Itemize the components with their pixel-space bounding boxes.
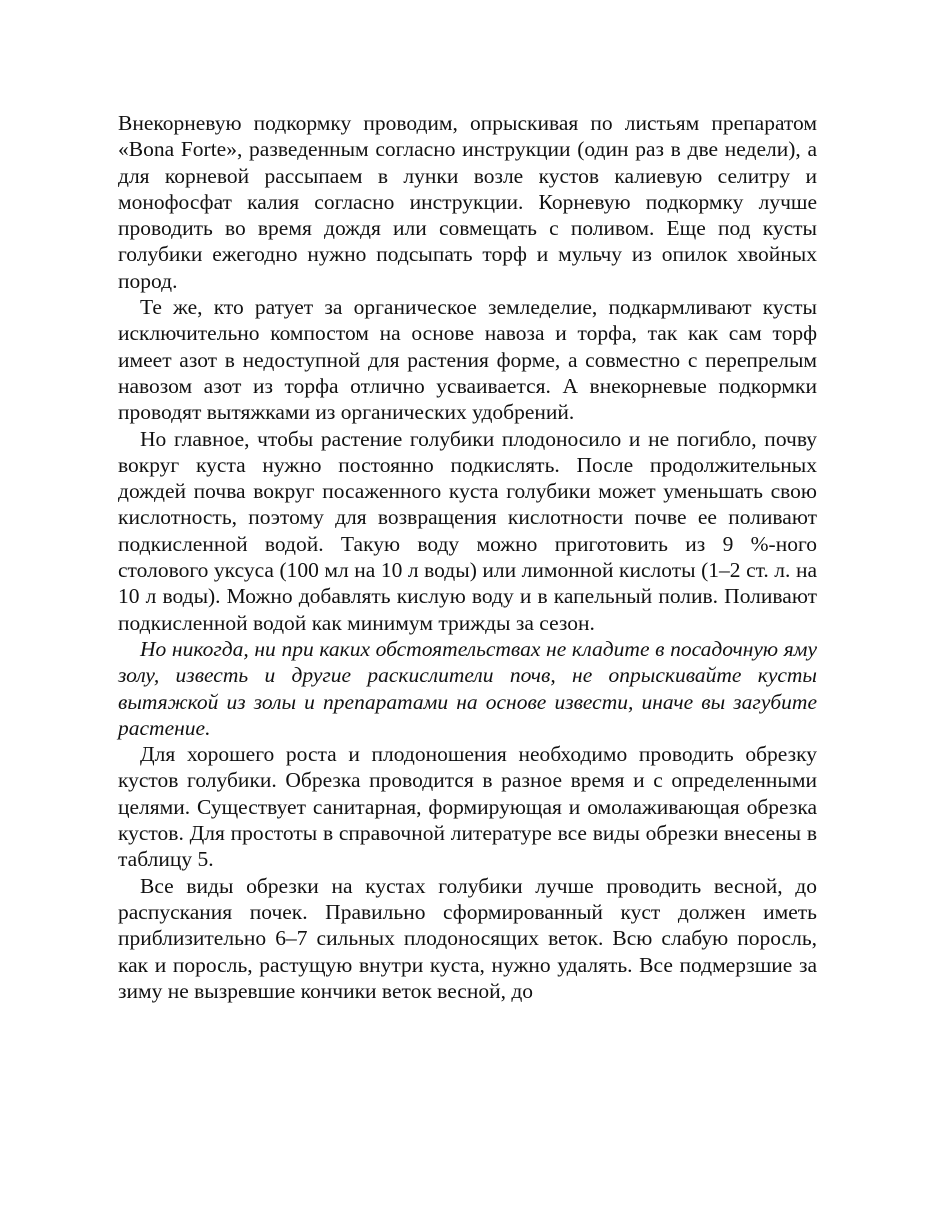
paragraph-warning: Но никогда, ни при каких обстоятельствах не кладите в посадочную яму золу, известь и другие раскислители почв, не опрыскивайте кусты вытяжкой из золы и препаратами на основе извести, иначе вы загубите растение. xyxy=(118,636,817,740)
paragraph-pruning: Для хорошего роста и плодоношения необходимо проводить обрезку кустов голубики. Обрезка проводится в разное время и с определенными целями. Существует санитарная, формирующая и омолаживающая обрезка кустов. Для простоты в справочной литературе все виды обрезки внесены в таблицу 5. xyxy=(118,742,817,872)
paragraph-organic-farming: Те же, кто ратует за органическое земледелие, подкармливают кусты исключительно компостом на основе навоза и торфа, так как сам торф имеет азот в недоступной для растения форме, а совместно с перепрелым навозом азот из торфа отлично усваивается. А внекорневые подкормки проводят вытяжками из органических удобрений. xyxy=(118,295,817,425)
paragraph-foliar-feeding: Внекорневую подкормку проводим, опрыскивая по листьям препаратом «Bona Forte», разведенным согласно инструкции (один раз в две недели), а для корневой рассыпаем в лунки возле кустов калиевую селитру и монофосфат калия согласно инструкции. Корневую подкормку лучше проводить во время дождя или совмещать с поливом. Еще под кусты голубики ежегодно нужно подсыпать торф и мульчу из опилок хвойных пород. xyxy=(118,111,817,293)
paragraph-spring-pruning: Все виды обрезки на кустах голубики лучше проводить весной, до распускания почек. Правильно сформированный куст должен иметь приблизительно 6–7 сильных плодоносящих веток. Всю слабую поросль, как и поросль, растущую внутри куста, нужно удалять. Все подмерзшие за зиму не вызревшие кончики веток весной, до xyxy=(118,873,817,1003)
document-page xyxy=(118,110,817,1004)
paragraph-soil-acidification: Но главное, чтобы растение голубики плодоносило и не погибло, почву вокруг куста нужно постоянно подкислять. После продолжительных дождей почва вокруг посаженного куста голубики может уменьшать свою кислотность, поэтому для возвращения кислотности почве ее поливают подкисленной водой. Такую воду можно приготовить из 9 %-ного столового уксуса (100 мл на 10 л воды) или лимонной кислоты (1–2 ст. л. на 10 л воды). Можно добавлять кислую воду и в капельный полив. Поливают подкисленной водой как минимум трижды за сезон. xyxy=(118,426,817,635)
